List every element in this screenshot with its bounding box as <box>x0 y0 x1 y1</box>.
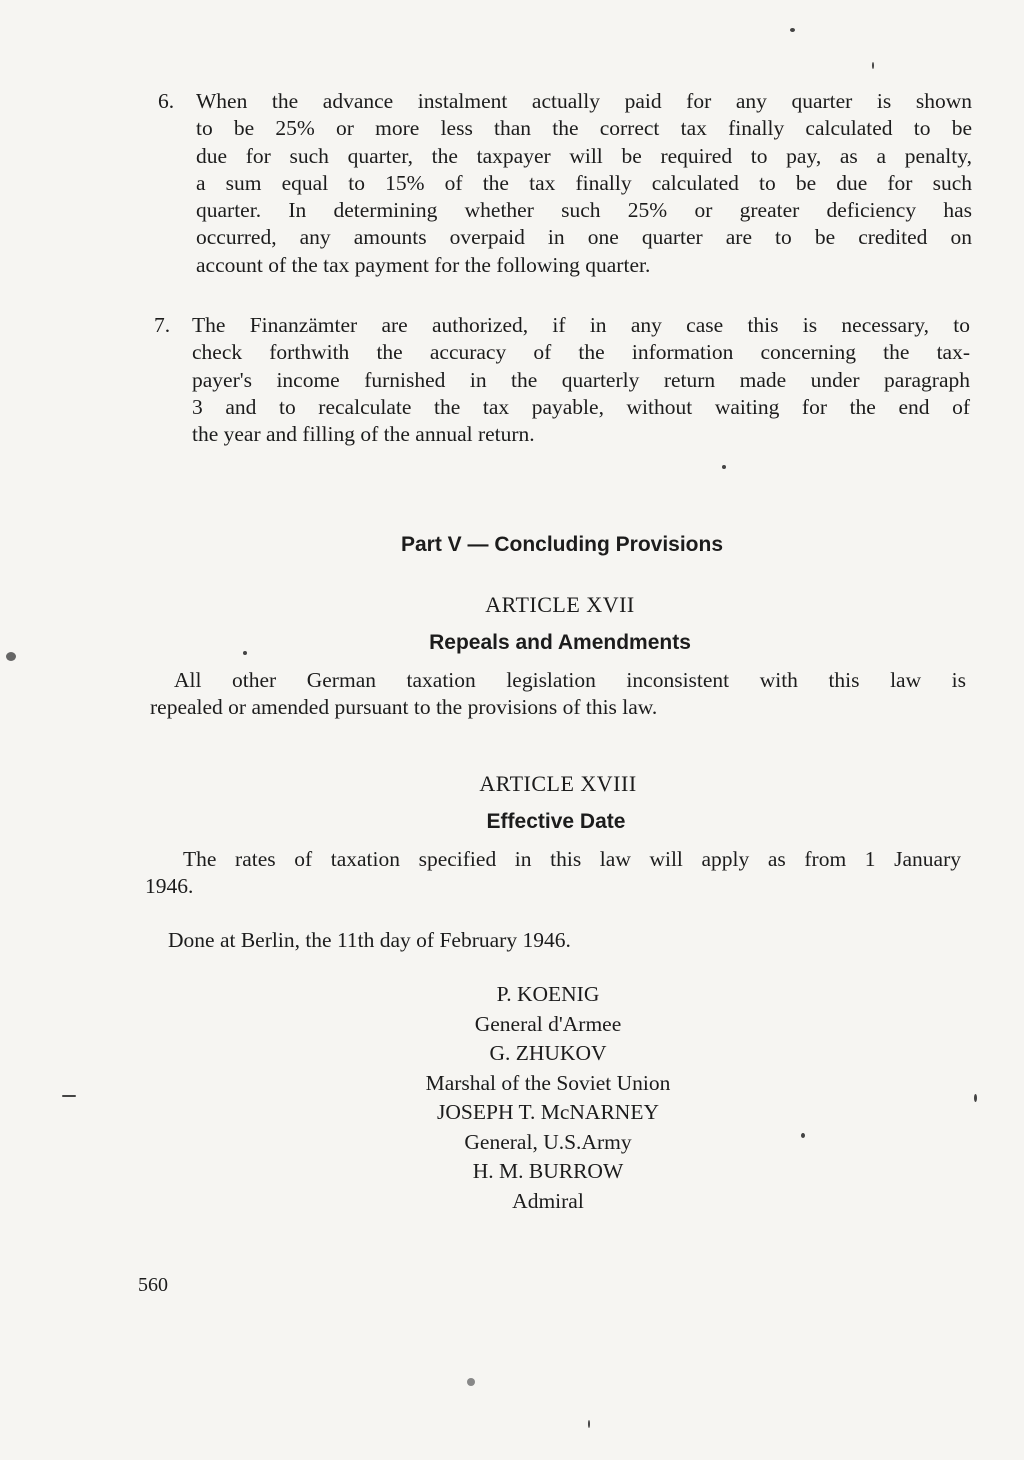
scan-speck <box>243 651 247 655</box>
signatory-block <box>0 980 1024 1216</box>
signatory-title: Marshal of the Soviet Union <box>425 1070 671 1095</box>
part-heading: Part V — Concluding Provisions <box>400 533 724 556</box>
paragraph-line: When the advance instalment actually paid for any quarter is shown <box>196 89 972 113</box>
paragraph-line: occurred, any amounts overpaid in one quarter are to be credited on <box>196 225 972 250</box>
paragraph-line: to be 25% or more less than the correct tax finally calculated to be <box>196 116 972 141</box>
signatory-name: P. KOENIG <box>496 982 600 1006</box>
signatory-title: Admiral <box>512 1188 584 1213</box>
paragraph-line: a sum equal to 15% of the tax finally calculated to be due for such <box>196 170 972 195</box>
signatory-name: JOSEPH T. McNARNEY <box>437 1100 659 1124</box>
article-18-subtitle: Effective Date <box>486 810 626 833</box>
paragraph-line: 3 and to recalculate the tax payable, without waiting for the end of <box>192 394 970 419</box>
paragraph-line: due for such quarter, the taxpayer will be required to pay, as a penalty, <box>196 143 972 168</box>
scan-speck <box>790 28 795 32</box>
article-18-text <box>145 846 961 901</box>
scan-speck <box>467 1378 475 1386</box>
article-18-title: ARTICLE XVIII <box>479 771 637 796</box>
paragraph-number: 6. <box>158 89 175 113</box>
article-17-subtitle: Repeals and Amendments <box>429 631 691 654</box>
article-17-title: ARTICLE XVII <box>485 592 635 617</box>
page-number: 560 <box>138 1274 168 1296</box>
paragraph-6 <box>158 88 972 279</box>
article-line: All other German taxation legislation inconsistent with this law is <box>174 668 966 692</box>
signatory-title: General d'Armee <box>474 1011 622 1036</box>
signatory-name: G. ZHUKOV <box>489 1041 607 1065</box>
signatory-name: H. M. BURROW <box>472 1159 624 1183</box>
article-line: The rates of taxation specified in this law will apply as from 1 January <box>183 847 961 871</box>
signatory-title: General, U.S.Army <box>464 1129 632 1154</box>
article-line: 1946. <box>145 874 194 899</box>
paragraph-line: payer's income furnished in the quarterly return made under paragraph <box>192 367 970 392</box>
paragraph-line: The Finanzämter are authorized, if in any case this is necessary, to <box>192 313 970 337</box>
paragraph-line: account of the tax payment for the following quarter. <box>196 252 651 277</box>
paragraph-number: 7. <box>154 313 171 337</box>
done-line: Done at Berlin, the 11th day of February 1946. <box>168 928 571 952</box>
article-17-text <box>150 667 966 722</box>
article-line: repealed or amended pursuant to the provisions of this law. <box>150 695 658 720</box>
scan-speck <box>62 1095 76 1097</box>
paragraph-line: check forthwith the accuracy of the information concerning the tax- <box>192 340 970 365</box>
paragraph-line: the year and filling of the annual return. <box>192 422 535 447</box>
scan-speck <box>872 62 874 69</box>
scan-speck <box>974 1094 977 1102</box>
paragraph-line: quarter. In determining whether such 25% or greater deficiency has <box>196 198 972 223</box>
scan-speck <box>801 1133 805 1138</box>
scan-speck <box>6 652 16 661</box>
scan-speck <box>588 1420 590 1428</box>
scan-speck <box>722 465 726 469</box>
paragraph-7 <box>154 312 970 448</box>
